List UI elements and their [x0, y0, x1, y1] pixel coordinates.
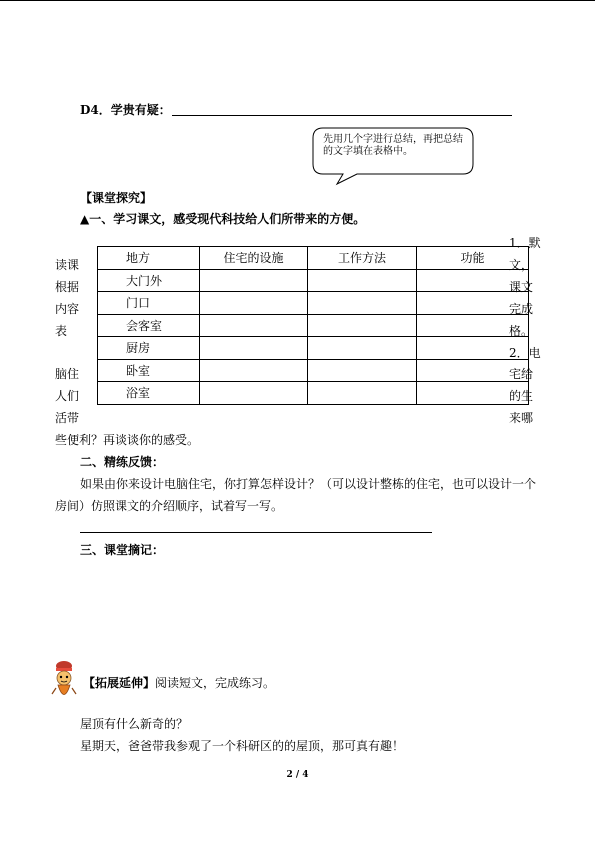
left-text-4: 表: [55, 324, 68, 338]
answer-cell[interactable]: [308, 292, 417, 315]
extension-line: [83, 676, 275, 690]
answer-cell[interactable]: [417, 314, 529, 337]
right-text-3: 课文: [509, 280, 534, 294]
row-place: 浴室: [98, 382, 200, 405]
facilities-table: [97, 246, 529, 405]
story-line1: 屋顶有什么新奇的？: [80, 717, 189, 731]
right-text-9: 来哪: [509, 411, 534, 425]
paragraph-tail: 些便利？再谈谈你的感受。: [55, 433, 200, 447]
section2-title: 二、精练反馈：: [80, 455, 165, 469]
right-text-1: 1．默: [509, 236, 541, 250]
story-line2: 星期天，爸爸带我参观了一个科研区的的屋顶，那可真有趣！: [80, 739, 405, 753]
answer-cell[interactable]: [308, 269, 417, 292]
row-place: 会客室: [98, 314, 200, 337]
extension-bracket: 【拓展延伸】: [83, 676, 156, 690]
right-text-6: 2．电: [509, 346, 541, 360]
answer-cell[interactable]: [200, 314, 308, 337]
answer-cell[interactable]: [200, 292, 308, 315]
header-place: 地方: [98, 247, 200, 270]
answer-cell[interactable]: [200, 269, 308, 292]
left-text-6: 脑住: [55, 367, 80, 381]
right-text-4: 完成: [509, 302, 534, 316]
answer-cell[interactable]: [417, 359, 529, 382]
right-text-7: 宅给: [509, 367, 534, 381]
answer-cell[interactable]: [308, 337, 417, 360]
answer-cell[interactable]: [417, 292, 529, 315]
right-text-2: 文，: [509, 258, 534, 272]
right-text-5: 格。: [509, 324, 534, 338]
left-text-8: 活带: [55, 411, 80, 425]
table-row: [98, 359, 529, 382]
table-row: [98, 269, 529, 292]
answer-cell[interactable]: [417, 269, 529, 292]
callout-text: 先用几个字进行总结，再把总结的文字填在表格中。: [323, 134, 463, 157]
answer-cell[interactable]: [308, 359, 417, 382]
answer-cell[interactable]: [417, 337, 529, 360]
left-text-1: 读课: [55, 258, 80, 272]
row-place: 厨房: [98, 337, 200, 360]
answer-cell[interactable]: [200, 359, 308, 382]
section2-answer-line[interactable]: [80, 532, 432, 533]
answer-cell[interactable]: [308, 314, 417, 337]
table-row: [98, 314, 529, 337]
section2-line2: 房间）仿照课文的介绍顺序，试着写一写。: [55, 499, 284, 513]
hint-callout: [313, 128, 473, 174]
header-facility: 住宅的设施: [200, 247, 308, 270]
answer-cell[interactable]: [417, 382, 529, 405]
header-function: 功能: [417, 247, 529, 270]
table-header-row: [98, 247, 529, 270]
mascot-icon: [50, 660, 78, 706]
section-title-ketang: 【课堂探究】: [80, 191, 153, 205]
right-text-8: 的生: [509, 389, 534, 403]
table-row: [98, 337, 529, 360]
section2-line1: 如果由你来设计电脑住宅，你打算怎样设计？（可以设计整栋的住宅，也可以设计一个: [80, 477, 537, 491]
section3-title: 三、课堂摘记：: [80, 543, 165, 557]
answer-cell[interactable]: [200, 382, 308, 405]
page-number: 2 / 4: [286, 770, 309, 780]
answer-cell[interactable]: [308, 382, 417, 405]
row-place: 大门外: [98, 269, 200, 292]
left-text-3: 内容: [55, 302, 80, 316]
d4-label: D4．学贵有疑：: [80, 103, 171, 117]
answer-cell[interactable]: [200, 337, 308, 360]
left-text-2: 根据: [55, 280, 80, 294]
row-place: 门口: [98, 292, 200, 315]
extension-text: 阅读短文，完成练习。: [155, 676, 276, 690]
top-border: [0, 0, 595, 1]
header-method: 工作方法: [308, 247, 417, 270]
table-row: [98, 382, 529, 405]
d4-answer-line[interactable]: [172, 115, 512, 116]
table-row: [98, 292, 529, 315]
task1-title: ▲一、学习课文，感受现代科技给人们所带来的方便。: [80, 212, 366, 226]
left-text-7: 人们: [55, 389, 80, 403]
row-place: 卧室: [98, 359, 200, 382]
